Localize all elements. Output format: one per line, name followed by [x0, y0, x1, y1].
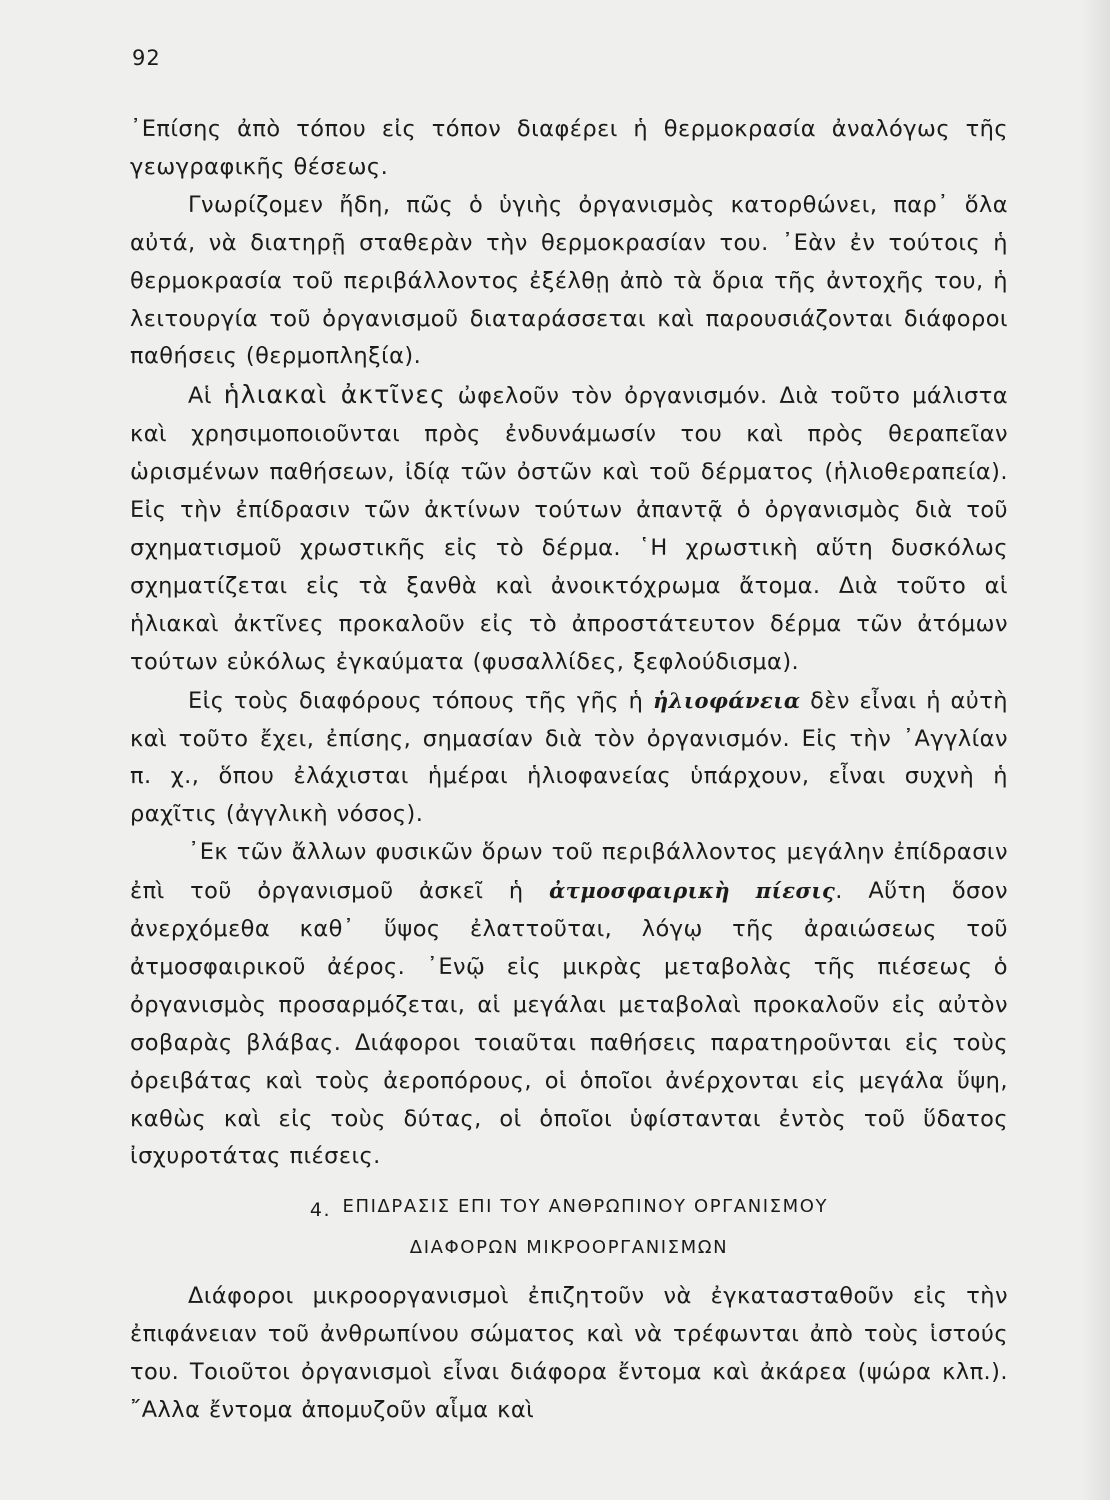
page-number: 92 [132, 46, 161, 70]
section-heading-line-2 [130, 1232, 1008, 1264]
paragraph-atmospheric-pressure: ᾿Εκ τῶν ἄλλων φυσικῶν ὅρων τοῦ περιβάλλοντος μεγάλην ἐπίδρασιν ἐπὶ τοῦ ὀργανισμοῦ ἀσκεῖ ἡ ἀτμοσφαιρικὴ πίεσις. Αὕτη ὅσον ἀνερχόμεθα καθ᾿ ὕψος ἐλαττοῦται, λόγῳ τῆς ἀραιώσεως τοῦ ἀτμοσφαιρικοῦ ἀέρος. ᾿Ενῷ εἰς μικρὰς μεταβολὰς τῆς πιέσεως ὁ ὀργανισμὸς προσαρμόζεται, αἱ μεγάλαι μεταβολαὶ προκαλοῦν εἰς αὐτὸν σοβαρὰς βλάβας. Διάφοροι τοιαῦται παθήσεις παρατηροῦνται εἰς τοὺς ὀρειβάτας καὶ τοὺς ἀεροπόρους, οἱ ὁποῖοι ἀνέρχονται εἰς μεγάλα ὕψη, καθὼς καὶ εἰς τοὺς δύτας, οἱ ὁποῖοι ὑφίστανται ἐντὸς τοῦ ὕδατος ἰσχυροτάτας πιέσεις. [130, 839, 1008, 1170]
emphasis-atmospheric-pressure: ἀτμοσφαιρικὴ πίεσις [549, 878, 836, 904]
emphasis-sunshine: ἡλιοφάνεια [652, 687, 801, 713]
paragraph-microorganisms: Διάφοροι μικροοργανισμοὶ ἐπιζητοῦν νὰ ἐγκατασταθοῦν εἰς τὴν ἐπιφάνειαν τοῦ ἀνθρωπίνου σώματος καὶ νὰ τρέφωνται ἀπὸ τοὺς ἱστούς του. Τοιοῦτοι ὀργανισμοὶ εἶναι διάφορα ἔντομα καὶ ἀκάρεα (ψώρα κλπ.). ῎Αλλα ἔντομα ἀπομυζοῦν αἷμα καὶ [130, 1283, 1008, 1423]
section-title-line-1: ΕΠΙΔΡΑΣΙΣ ΕΠΙ ΤΟΥ ΑΝΘΡΩΠΙΝΟΥ ΟΡΓΑΝΙΣΜΟΥ [342, 1196, 829, 1217]
page-edge-shadow [1082, 0, 1110, 1500]
paragraph-sunshine: Εἰς τοὺς διαφόρους τόπους τῆς γῆς ἡ ἡλιοφάνεια δὲν εἶναι ἡ αὐτὴ καὶ τοῦτο ἔχει, ἐπίσης, σημασίαν διὰ τὸν ὀργανισμόν. Εἰς τὴν ᾿Αγγλίαν π. χ., ὅπου ἐλάχισται ἡμέραι ἡλιοφανείας ὑπάρχουν, εἶναι συχνὴ ἡ ραχῖτις (ἀγγλικὴ νόσος). [130, 687, 1008, 828]
paragraph-temperature-regulation: Γνωρίζομεν ἤδη, πῶς ὁ ὑγιὴς ὀργανισμὸς κατορθώνει, παρ᾿ ὅλα αὐτά, νὰ διατηρῇ σταθερὰν τὴν θερμοκρασίαν του. ᾿Εὰν ἐν τούτοις ἡ θερμοκρασία τοῦ περιβάλλοντος ἐξέλθῃ ἀπὸ τὰ ὅρια τῆς ἀντοχῆς του, ἡ λειτουργία τοῦ ὀργανισμοῦ διαταράσσεται καὶ παρουσιάζονται διάφοροι παθήσεις (θερμοπληξία). [130, 191, 1008, 370]
emphasis-solar-rays: ἡλιακαὶ ἀκτῖνες [223, 380, 446, 410]
section-heading-line-1 [130, 1190, 1008, 1223]
paragraph-solar-rays: Αἱ ἡλιακαὶ ἀκτῖνες ὠφελοῦν τὸν ὀργανισμόν. Διὰ τοῦτο μάλιστα καὶ χρησιμοποιοῦνται πρὸς ἐνδυνάμωσίν του καὶ πρὸς θεραπεῖαν ὡρισμένων παθήσεων, ἰδίᾳ τῶν ὀστῶν καὶ τοῦ δέρματος (ἡλιοθεραπεία). Εἰς τὴν ἐπίδρασιν τῶν ἀκτίνων τούτων ἀπαντᾷ ὁ ὀργανισμὸς διὰ τοῦ σχηματισμοῦ χρωστικῆς εἰς τὸ δέρμα. ῾Η χρωστικὴ αὕτη δυσκόλως σχηματίζεται εἰς τὰ ξανθὰ καὶ ἀνοικτόχρωμα ἄτομα. Διὰ τοῦτο αἱ ἡλιακαὶ ἀκτῖνες προκαλοῦν εἰς τὸ ἀπροστάτευτον δέρμα τῶν ἀτόμων τούτων εὐκόλως ἐγκαύματα (φυσαλλίδες, ξεφλούδισμα). [130, 380, 1008, 675]
section-body-text [130, 1278, 1008, 1430]
section-number: 4. [309, 1199, 332, 1221]
body-text [130, 111, 1008, 1176]
paragraph-intro: ᾿Επίσης ἀπὸ τόπου εἰς τόπον διαφέρει ἡ θερμοκρασία ἀναλόγως τῆς γεωγραφικῆς θέσεως. [130, 116, 1008, 180]
section-title-line-2: ΔΙΑΦΟΡΩΝ ΜΙΚΡΟΟΡΓΑΝΙΣΜΩΝ [409, 1237, 729, 1258]
